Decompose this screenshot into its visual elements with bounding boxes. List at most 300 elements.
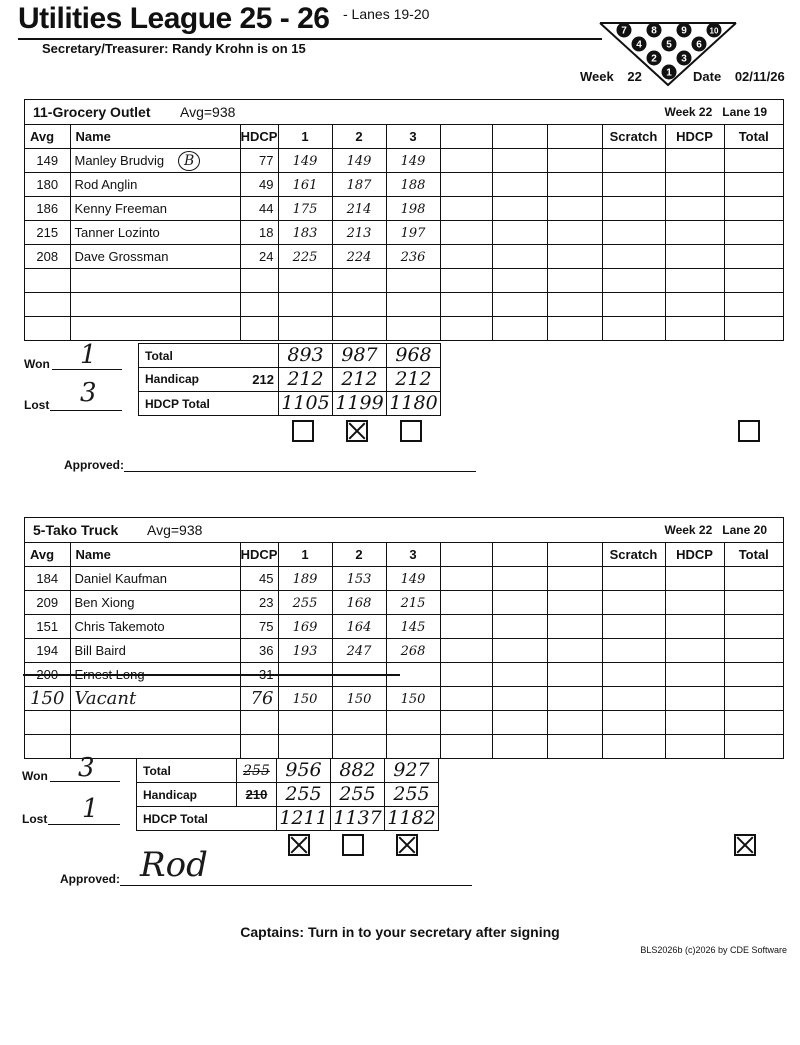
team1-game3-checkbox[interactable] bbox=[400, 420, 422, 442]
blank-cell bbox=[724, 221, 783, 245]
game2-cell bbox=[332, 293, 386, 317]
week-value: 22 bbox=[627, 69, 642, 84]
game3-cell bbox=[386, 269, 440, 293]
bowler-row bbox=[25, 245, 783, 269]
bowler-name: Vacant bbox=[70, 687, 240, 711]
pin-number: 8 bbox=[651, 25, 657, 37]
date-display bbox=[693, 69, 785, 84]
empty-row bbox=[25, 269, 783, 293]
hdcp-cell bbox=[240, 293, 278, 317]
team2-approval-signature: Rod bbox=[140, 845, 208, 885]
blank-cell bbox=[547, 221, 602, 245]
avg-cell bbox=[25, 269, 70, 293]
blank-cell bbox=[547, 269, 602, 293]
empty-row bbox=[25, 293, 783, 317]
blank-cell bbox=[724, 149, 783, 173]
bowler-name: Daniel Kaufman bbox=[70, 567, 240, 591]
team1-week-lane: Week 22 Lane 19 bbox=[664, 105, 767, 119]
pin-number: 1 bbox=[666, 67, 672, 79]
col-avg: Avg bbox=[25, 543, 70, 567]
game3-score: 236 bbox=[386, 245, 440, 269]
bowler-name: Dave Grossman bbox=[70, 245, 240, 269]
bowler-mark: B bbox=[178, 151, 200, 171]
team2-lost-label: Lost bbox=[22, 812, 48, 826]
col-game3: 3 bbox=[386, 543, 440, 567]
bowler-avg: 180 bbox=[25, 173, 70, 197]
avg-cell bbox=[25, 317, 70, 341]
game3-score: 268 bbox=[386, 639, 440, 663]
blank-cell bbox=[547, 663, 602, 687]
col-game1: 1 bbox=[278, 125, 332, 149]
game3-score: 149 bbox=[386, 149, 440, 173]
game1-cell bbox=[278, 293, 332, 317]
blank-cell bbox=[602, 245, 665, 269]
col-game2: 2 bbox=[332, 543, 386, 567]
game2-score: 153 bbox=[332, 567, 386, 591]
team2-total-pre: 255 bbox=[237, 759, 277, 783]
game1-cell bbox=[278, 735, 332, 759]
bowler-row bbox=[25, 663, 783, 687]
team2-handicap-g3: 255 bbox=[385, 783, 439, 807]
blank-cell bbox=[665, 269, 724, 293]
col-name: Name bbox=[70, 125, 240, 149]
team2-lost-line bbox=[48, 824, 120, 825]
bowler-hdcp: 45 bbox=[240, 567, 278, 591]
blank-cell bbox=[724, 269, 783, 293]
team2-score-grid bbox=[25, 543, 783, 758]
team1-lost-label: Lost bbox=[24, 398, 50, 412]
team1-total-row bbox=[139, 344, 441, 368]
team2-hdcp-total-g1: 1211 bbox=[277, 807, 331, 831]
blank-cell bbox=[665, 615, 724, 639]
bowler-avg: 200 bbox=[25, 663, 70, 687]
blank-cell bbox=[724, 173, 783, 197]
team2-won-label: Won bbox=[22, 769, 48, 783]
blank-cell bbox=[492, 687, 547, 711]
game3-score: 197 bbox=[386, 221, 440, 245]
blank-cell bbox=[602, 221, 665, 245]
team1-header bbox=[25, 100, 783, 125]
empty-row bbox=[25, 711, 783, 735]
blank-cell bbox=[440, 711, 492, 735]
bowler-hdcp: 75 bbox=[240, 615, 278, 639]
team1-lost-value: 3 bbox=[80, 378, 97, 408]
team1-total-g2: 987 bbox=[333, 344, 387, 368]
team2-total-g3: 927 bbox=[385, 759, 439, 783]
bowler-row bbox=[25, 687, 783, 711]
col-total: Total bbox=[724, 125, 783, 149]
blank-cell bbox=[724, 639, 783, 663]
team1-game1-checkbox[interactable] bbox=[292, 420, 314, 442]
blank-cell bbox=[440, 687, 492, 711]
game3-cell bbox=[386, 317, 440, 341]
bowler-hdcp: 23 bbox=[240, 591, 278, 615]
team1-won-value: 1 bbox=[80, 340, 97, 370]
blank-cell bbox=[665, 591, 724, 615]
blank-cell bbox=[440, 663, 492, 687]
blank-cell bbox=[492, 173, 547, 197]
game2-score: 150 bbox=[332, 687, 386, 711]
team1-scoresheet bbox=[24, 99, 784, 341]
pin-number: 9 bbox=[681, 25, 687, 37]
blank-cell bbox=[547, 245, 602, 269]
team2-total-row bbox=[137, 759, 439, 783]
team1-hdcp-total-g2: 1199 bbox=[333, 392, 387, 416]
bowler-avg: 151 bbox=[25, 615, 70, 639]
handicap-label: Handicap bbox=[137, 783, 237, 807]
bowler-name: Ernest Long bbox=[70, 663, 240, 687]
name-cell bbox=[70, 269, 240, 293]
blank-cell bbox=[492, 197, 547, 221]
blank-cell bbox=[724, 591, 783, 615]
blank-cell bbox=[547, 317, 602, 341]
total-label: Total bbox=[137, 759, 237, 783]
avg-cell bbox=[25, 711, 70, 735]
blank-cell bbox=[492, 149, 547, 173]
game3-cell bbox=[386, 735, 440, 759]
blank-cell bbox=[492, 245, 547, 269]
col-scratch: Scratch bbox=[602, 125, 665, 149]
team1-handicap-g1: 212 bbox=[279, 368, 333, 392]
team2-name: 5-Tako Truck bbox=[33, 522, 119, 538]
pin-number: 5 bbox=[666, 39, 672, 51]
game3-score: 149 bbox=[386, 567, 440, 591]
bowler-avg: 186 bbox=[25, 197, 70, 221]
blank-cell bbox=[602, 639, 665, 663]
blank-cell bbox=[547, 735, 602, 759]
team2-approved-line[interactable] bbox=[120, 885, 472, 886]
bowler-row bbox=[25, 197, 783, 221]
bowler-row bbox=[25, 173, 783, 197]
game1-score: 150 bbox=[278, 687, 332, 711]
hdcp-cell bbox=[240, 711, 278, 735]
team1-score-grid bbox=[25, 125, 783, 340]
pin-number: 10 bbox=[709, 26, 719, 36]
footer-instruction: Captains: Turn in to your secretary after signing bbox=[240, 924, 560, 940]
hdcp-cell bbox=[240, 269, 278, 293]
blank-cell bbox=[547, 197, 602, 221]
name-cell bbox=[70, 711, 240, 735]
blank-cell bbox=[440, 221, 492, 245]
bowler-avg: 209 bbox=[25, 591, 70, 615]
team2-handicap-row bbox=[137, 783, 439, 807]
col-blank bbox=[492, 543, 547, 567]
team2-game1-checkbox[interactable] bbox=[288, 834, 310, 856]
game3-score bbox=[386, 663, 440, 687]
game2-score: 164 bbox=[332, 615, 386, 639]
blank-cell bbox=[492, 615, 547, 639]
team2-lost-value: 1 bbox=[82, 794, 99, 824]
blank-cell bbox=[724, 567, 783, 591]
blank-cell bbox=[724, 687, 783, 711]
game3-score: 145 bbox=[386, 615, 440, 639]
game2-score: 149 bbox=[332, 149, 386, 173]
bowler-hdcp: 18 bbox=[240, 221, 278, 245]
game1-score: 175 bbox=[278, 197, 332, 221]
game2-score: 224 bbox=[332, 245, 386, 269]
empty-row bbox=[25, 735, 783, 759]
league-title: Utilities League 25 - 26 bbox=[18, 2, 330, 35]
team1-won-label: Won bbox=[24, 357, 50, 371]
blank-cell bbox=[665, 663, 724, 687]
blank-cell bbox=[440, 735, 492, 759]
blank-cell bbox=[602, 149, 665, 173]
blank-cell bbox=[665, 293, 724, 317]
name-cell bbox=[70, 735, 240, 759]
team1-hdcp-total-g3: 1180 bbox=[387, 392, 441, 416]
bowler-hdcp: 31 bbox=[240, 663, 278, 687]
blank-cell bbox=[602, 687, 665, 711]
game3-score: 188 bbox=[386, 173, 440, 197]
bowler-avg: 184 bbox=[25, 567, 70, 591]
hdcp-total-label: HDCP Total bbox=[139, 392, 279, 416]
col-game1: 1 bbox=[278, 543, 332, 567]
team2-scoresheet bbox=[24, 517, 784, 759]
game1-score: 189 bbox=[278, 567, 332, 591]
team1-handicap-g3: 212 bbox=[387, 368, 441, 392]
game2-cell bbox=[332, 269, 386, 293]
blank-cell bbox=[492, 567, 547, 591]
pin-number: 2 bbox=[651, 53, 657, 65]
game1-score: 161 bbox=[278, 173, 332, 197]
blank-cell bbox=[440, 197, 492, 221]
blank-cell bbox=[665, 221, 724, 245]
game1-score: 149 bbox=[278, 149, 332, 173]
team1-total-checkbox[interactable] bbox=[738, 420, 760, 442]
blank-cell bbox=[665, 567, 724, 591]
pin-number: 4 bbox=[636, 39, 642, 51]
blank-cell bbox=[547, 149, 602, 173]
game2-score bbox=[332, 663, 386, 687]
bowler-avg: 150 bbox=[25, 687, 70, 711]
game2-cell bbox=[332, 735, 386, 759]
game2-cell bbox=[332, 317, 386, 341]
bowler-name: Tanner Lozinto bbox=[70, 221, 240, 245]
game1-cell bbox=[278, 317, 332, 341]
team1-lost-line bbox=[50, 410, 122, 411]
team2-hdcp-total-g3: 1182 bbox=[385, 807, 439, 831]
bowler-avg: 208 bbox=[25, 245, 70, 269]
bowler-avg: 149 bbox=[25, 149, 70, 173]
team2-totals-table bbox=[136, 758, 439, 831]
game2-cell bbox=[332, 711, 386, 735]
game2-score: 168 bbox=[332, 591, 386, 615]
blank-cell bbox=[724, 317, 783, 341]
col-blank bbox=[440, 543, 492, 567]
bowler-row bbox=[25, 615, 783, 639]
blank-cell bbox=[724, 245, 783, 269]
title-underline bbox=[18, 38, 602, 40]
col-avg: Avg bbox=[25, 125, 70, 149]
blank-cell bbox=[665, 317, 724, 341]
bowler-hdcp: 24 bbox=[240, 245, 278, 269]
blank-cell bbox=[665, 197, 724, 221]
secretary-note: Secretary/Treasurer: Randy Krohn is on 15 bbox=[42, 41, 306, 56]
bowler-hdcp: 76 bbox=[240, 687, 278, 711]
game3-cell bbox=[386, 293, 440, 317]
date-label: Date bbox=[693, 69, 722, 84]
blank-cell bbox=[547, 687, 602, 711]
hdcp-total-label: HDCP Total bbox=[137, 807, 277, 831]
team1-approved-label: Approved: bbox=[64, 458, 124, 472]
bowler-row bbox=[25, 639, 783, 663]
bowler-name: Rod Anglin bbox=[70, 173, 240, 197]
blank-cell bbox=[724, 735, 783, 759]
blank-cell bbox=[665, 173, 724, 197]
col-blank bbox=[440, 125, 492, 149]
team1-handicap-row bbox=[139, 368, 441, 392]
blank-cell bbox=[602, 567, 665, 591]
blank-cell bbox=[547, 591, 602, 615]
blank-cell bbox=[440, 639, 492, 663]
game1-cell bbox=[278, 269, 332, 293]
blank-cell bbox=[602, 173, 665, 197]
team1-hdcp-total-g1: 1105 bbox=[279, 392, 333, 416]
blank-cell bbox=[547, 615, 602, 639]
bowler-name: Chris Takemoto bbox=[70, 615, 240, 639]
handicap-label: Handicap 212 bbox=[139, 368, 279, 392]
team1-avg: Avg=938 bbox=[180, 104, 236, 120]
blank-cell bbox=[440, 149, 492, 173]
team2-handicap-g1: 255 bbox=[277, 783, 331, 807]
team1-approved-line[interactable] bbox=[124, 471, 476, 472]
team2-hdcp-total-row bbox=[137, 807, 439, 831]
blank-cell bbox=[665, 149, 724, 173]
blank-cell bbox=[602, 735, 665, 759]
date-value: 02/11/26 bbox=[734, 69, 785, 84]
col-hdcp-total: HDCP bbox=[665, 543, 724, 567]
bowler-hdcp: 49 bbox=[240, 173, 278, 197]
col-blank bbox=[547, 543, 602, 567]
game3-score: 215 bbox=[386, 591, 440, 615]
game2-score: 187 bbox=[332, 173, 386, 197]
blank-cell bbox=[547, 711, 602, 735]
col-blank bbox=[547, 125, 602, 149]
team2-hdcp-total-g2: 1137 bbox=[331, 807, 385, 831]
blank-cell bbox=[665, 711, 724, 735]
empty-row bbox=[25, 317, 783, 341]
blank-cell bbox=[492, 735, 547, 759]
game3-cell bbox=[386, 711, 440, 735]
team2-total-checkbox[interactable] bbox=[734, 834, 756, 856]
blank-cell bbox=[602, 197, 665, 221]
col-hdcp-total: HDCP bbox=[665, 125, 724, 149]
blank-cell bbox=[440, 269, 492, 293]
blank-cell bbox=[602, 711, 665, 735]
week-label: Week bbox=[580, 69, 614, 84]
blank-cell bbox=[547, 567, 602, 591]
blank-cell bbox=[602, 269, 665, 293]
team2-column-headers bbox=[25, 543, 783, 567]
team1-handicap-g2: 212 bbox=[333, 368, 387, 392]
pin-number: 6 bbox=[696, 39, 702, 51]
col-name: Name bbox=[70, 543, 240, 567]
team2-game3-checkbox[interactable] bbox=[396, 834, 418, 856]
bowler-name: Bill Baird bbox=[70, 639, 240, 663]
name-cell bbox=[70, 317, 240, 341]
team1-totals-table bbox=[138, 343, 441, 416]
game1-score: 183 bbox=[278, 221, 332, 245]
blank-cell bbox=[724, 663, 783, 687]
col-hdcp: HDCP bbox=[240, 125, 278, 149]
team2-approved-label: Approved: bbox=[60, 872, 120, 886]
bowler-row bbox=[25, 567, 783, 591]
blank-cell bbox=[602, 663, 665, 687]
bowler-row bbox=[25, 149, 783, 173]
bowler-hdcp: 44 bbox=[240, 197, 278, 221]
blank-cell bbox=[602, 615, 665, 639]
blank-cell bbox=[602, 317, 665, 341]
pin-number: 3 bbox=[681, 53, 687, 65]
blank-cell bbox=[492, 221, 547, 245]
blank-cell bbox=[602, 293, 665, 317]
team2-total-g1: 956 bbox=[277, 759, 331, 783]
bowler-name: Kenny Freeman bbox=[70, 197, 240, 221]
blank-cell bbox=[665, 639, 724, 663]
game3-score: 198 bbox=[386, 197, 440, 221]
blank-cell bbox=[440, 591, 492, 615]
blank-cell bbox=[665, 735, 724, 759]
col-blank bbox=[492, 125, 547, 149]
game2-score: 213 bbox=[332, 221, 386, 245]
total-label: Total bbox=[139, 344, 279, 368]
col-game2: 2 bbox=[332, 125, 386, 149]
pin-number: 7 bbox=[621, 25, 627, 37]
team2-avg: Avg=938 bbox=[147, 522, 203, 538]
team1-total-g1: 893 bbox=[279, 344, 333, 368]
blank-cell bbox=[492, 293, 547, 317]
blank-cell bbox=[440, 173, 492, 197]
game3-score: 150 bbox=[386, 687, 440, 711]
team1-game2-checkbox[interactable] bbox=[346, 420, 368, 442]
blank-cell bbox=[492, 269, 547, 293]
blank-cell bbox=[724, 615, 783, 639]
bowler-name: Manley Brudvig B bbox=[70, 149, 240, 173]
team1-name: 11-Grocery Outlet bbox=[33, 104, 151, 120]
blank-cell bbox=[492, 663, 547, 687]
game1-score: 255 bbox=[278, 591, 332, 615]
blank-cell bbox=[440, 615, 492, 639]
team2-game2-checkbox[interactable] bbox=[342, 834, 364, 856]
blank-cell bbox=[724, 293, 783, 317]
game2-score: 214 bbox=[332, 197, 386, 221]
blank-cell bbox=[665, 687, 724, 711]
blank-cell bbox=[724, 197, 783, 221]
blank-cell bbox=[440, 245, 492, 269]
team1-hdcp-total-row bbox=[139, 392, 441, 416]
team1-column-headers bbox=[25, 125, 783, 149]
blank-cell bbox=[547, 293, 602, 317]
team2-won-value: 3 bbox=[78, 753, 95, 783]
game2-score: 247 bbox=[332, 639, 386, 663]
blank-cell bbox=[492, 591, 547, 615]
game1-score: 193 bbox=[278, 639, 332, 663]
blank-cell bbox=[602, 591, 665, 615]
avg-cell bbox=[25, 293, 70, 317]
game1-cell bbox=[278, 711, 332, 735]
bowler-hdcp: 36 bbox=[240, 639, 278, 663]
bowler-name: Ben Xiong bbox=[70, 591, 240, 615]
team2-total-g2: 882 bbox=[331, 759, 385, 783]
game1-score: 169 bbox=[278, 615, 332, 639]
blank-cell bbox=[547, 639, 602, 663]
team2-header bbox=[25, 518, 783, 543]
bowler-row bbox=[25, 221, 783, 245]
bowler-row bbox=[25, 591, 783, 615]
blank-cell bbox=[665, 245, 724, 269]
col-total: Total bbox=[724, 543, 783, 567]
col-scratch: Scratch bbox=[602, 543, 665, 567]
